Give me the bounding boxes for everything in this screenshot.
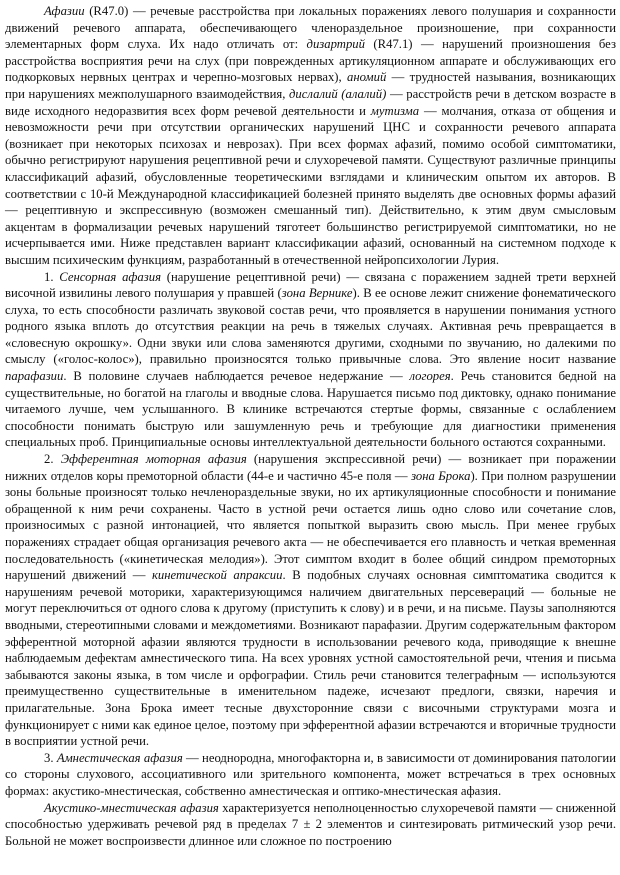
italic-term: кинетической апраксии (151, 568, 283, 583)
text-run: ). В ее основе лежит снижение фонематического слуха, то есть способности различать звуковой состав речи, что проявляется в нарушении понимания устного родного языка вплоть до отсутствия реакции на речь в тяжелых случаях. Активная речь превращается в «словесную окрошку». Одни звуки или слова заменяются другими, сходными по звучанию, но далекими по смыслу («голос-колос»), правильно произносятся только привычные слова. Это явление носит название (5, 286, 616, 367)
text-run: (нарушения экспрессивной речи) — возникает при поражении нижних отделов коры премоторной области (44-е и частично 45-е поля — (5, 452, 617, 483)
italic-term: дислалий (алалий) (289, 86, 387, 101)
text-run: (нарушение рецептивной речи) — связана с поражением задней трети верхней височной извилины левого полушария у правшей ( (5, 269, 617, 301)
text-run: — расстройств речи в детском возрасте в виде исходного недоразвития всех форм речевой деятельности и (5, 86, 616, 118)
italic-term: Акустико-мнестическая афазия (44, 800, 219, 815)
italic-term: Сенсорная афазия (59, 269, 161, 284)
text-run: (R47.0) — речевые расстройства при локальных поражениях левого полушария и сохранности движений речевого аппарата, обеспечивающего членораздельное произношение, при сохранности элементарных форм слуха. Их надо отличать от: (5, 4, 616, 52)
italic-term: зона Вернике (281, 286, 353, 301)
text-run: ). При полном разрушении зоны больные произносят только нечленораздельные звуки, но их артикуляционные способности и понимание обращенной к ним речи сохранены. Часто в устной речи остается лишь одно слово или сочетание слов, произносимых с разной интонацией, что является попыткой выразить свою мысль. При менее грубых поражениях страдает общая организация речевого акта — не обеспечивается его плавность и четкая временная последовательность («кинетическая мелодия»). Этот симптом входит в более общий синдром премоторных нарушений движений — (5, 468, 616, 583)
italic-term: дизартрий (306, 37, 365, 52)
text-run: характеризуется неполноценностью слухоречевой памяти — сниженной способностью удерживать речевой ряд в пределах 7 ± 2 элементов и синтезировать ритмический узор речи. Больной не может воспроизвести длинное или сложное по построению (5, 800, 616, 848)
text-run: . В подобных случаях основная симптоматика сводится к нарушениям речевой моторики, характеризующимся наличием двигательных персевераций — больные не могут переключиться от одного слова к другому (приступить к слову) и в речи, и на письме. Паузы заполняются вводными, стереотипными словами и междометиями. Возникают парафазии. Другим содержательным фактором эфферентной моторной афазии являются трудности в использовании речевого кода, приводящие к внешне наблюдаемым дефектам амнестического типа. На всех уровнях устной самостоятельной речи, чтения и письма забываются законы языка, в том числе и орфографии. Стиль речи становится телеграфным — используются преимущественно существительные в именительном падеже, исчезают предлоги, связки, наречия и прилагательные. Зона Брока имеет тесные двухсторонние связи с височными структурами мозга и функционирует с ними как единое целое, поэтому при эфферентной афазии встречаются и вторичные трудности в восприятии устной речи. (5, 568, 616, 749)
text-run: — молчания, отказа от общения и невозможности речи при отсутствии органических нарушений ЦНС и сохранности речевого аппарата (возникает при некоторых психозах и неврозах). При всех формах афазий, помимо особой симптоматики, обычно регистрируют нарушения рецептивной речи и слухоречевой памяти. Существуют различные принципы классификаций афазий, обусловленные теоретическими взглядами и клиническим опытом их авторов. В соответствии с 10-й Международной классификацией болезней принято выделять две основных формы афазий — рецептивную и экспрессивную (возможен смешанный тип). Действительно, к этим двум смысловым акцентам в формализации речевых нарушений тяготеет большинство регистрируемой симптоматики, но не исчерпывается ими. Ниже представлен вариант классификации афазий, основанный на системном подходе к высшим психическим функциям, разработанный в отечественной нейропсихологии Лурия. (5, 103, 617, 267)
italic-term: Амнестическая афазия (56, 750, 183, 765)
paragraph (5, 750, 616, 800)
italic-term: зона Брока (411, 468, 471, 483)
italic-term: мутизма (370, 103, 420, 118)
paragraph (5, 269, 616, 452)
italic-term: логорея (409, 369, 451, 384)
italic-term: аномий (347, 70, 387, 85)
italic-term: Афазии (44, 4, 85, 18)
paragraph (5, 800, 616, 850)
text-run: 2. (44, 452, 61, 467)
paragraph (5, 451, 616, 750)
text-run: 3. (44, 750, 57, 765)
text-run: — трудностей называния, возникающих при нарушениях межполушарного взаимодействия, (5, 70, 617, 101)
italic-term: парафазии (5, 369, 64, 384)
text-run: . В половине случаев наблюдается речевое недержание — (63, 369, 410, 384)
paragraph (5, 3, 616, 269)
text-run: 1. (44, 269, 60, 284)
italic-term: Эфферентная моторная афазия (60, 452, 247, 467)
text-run: — неоднородна, многофакторна и, в зависимости от доминирования патологии со стороны слухового, ассоциативного или зрительного компонента, может встречаться в трех основных формах: акустико-мнестическая, собственно амнестическая и оптико-мнестическая афазия. (5, 750, 616, 798)
text-run: (R47.1) — нарушений произношения без расстройства восприятия речи на слух (при поврежденных артикуляционном аппарате и обслуживающих его подкорковых нервных центрах и черепно-мозговых нервах), (5, 37, 616, 85)
text-run: . Речь становится бедной на существительные, но богатой на глаголы и вводные слова. Нарушается письмо под диктовку, однако понимание читаемого лучше, чем услышанного. В клинике встречаются стертые формы, связанные с ослаблением способности понимать быструю или зашумленную речь и требующие для диагностики применения специальных проб. Принципиальные основы интеллектуальной деятельности больного остаются сохранными. (5, 369, 616, 450)
